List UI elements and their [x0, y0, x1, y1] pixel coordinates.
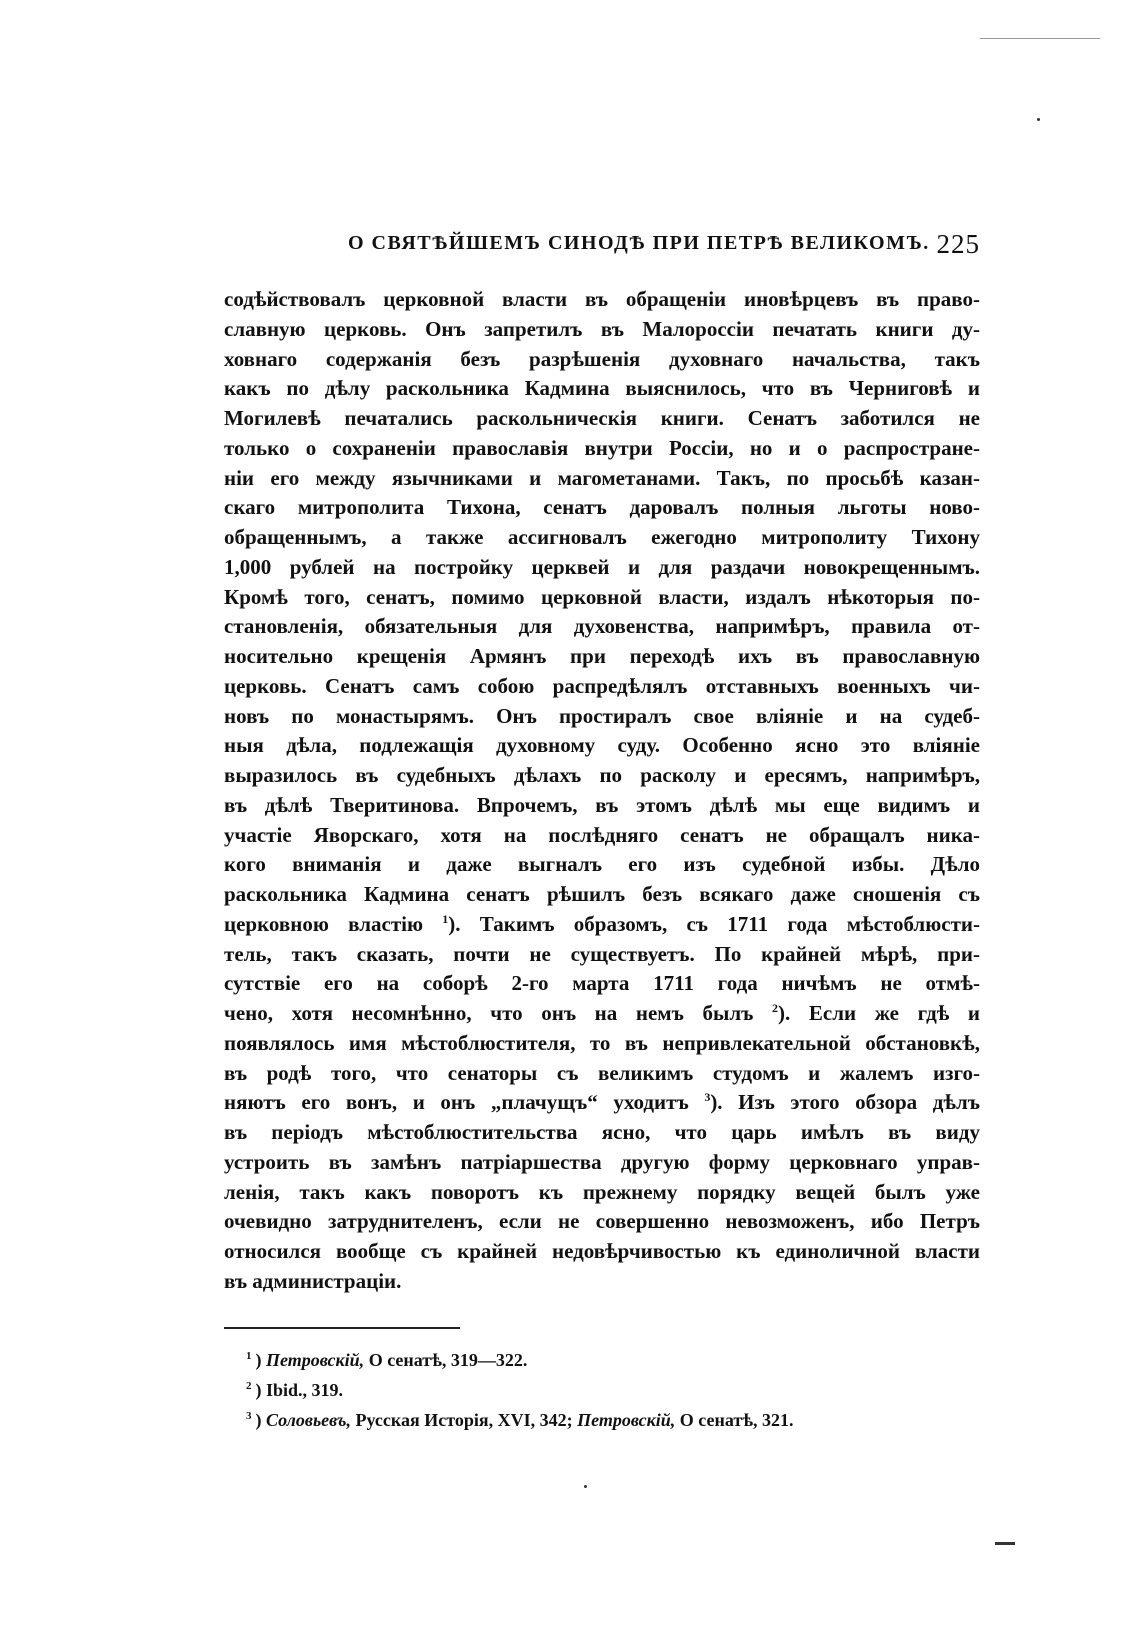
footnote-ref-2: 2 — [772, 1001, 779, 1015]
text-line: какъ по дѣлу раскольника Кадмина выяснилось, что въ Черниговѣ и — [224, 376, 980, 401]
text-line-last: въ администраціи. — [224, 1268, 402, 1293]
text-line: въ дѣлѣ Тверитинова. Впрочемъ, въ этомъ дѣлѣ мы еще видимъ и — [224, 792, 980, 817]
text-line: появлялось имя мѣстоблюстителя, то въ непривлекательной обстановкѣ, — [224, 1030, 980, 1055]
text-line: только о сохраненіи православія внутри Россіи, но и о распростране- — [224, 435, 980, 460]
footnote-1: $^1$ ) Петровскій, О сенатѣ, 319—322. — [246, 1350, 528, 1370]
running-title: О СВЯТѢЙШЕМЪ СИНОДѢ ПРИ ПЕТРѢ ВЕЛИКОМЪ. — [348, 232, 930, 254]
text-line: становленія, обязательныя для духовенства, напримѣръ, правила от- — [224, 614, 980, 639]
text-segment: ). Такимъ образомъ, съ 1711 года мѣстоблюсти- — [448, 911, 980, 936]
text-line: носительно крещенія Армянъ при переходѣ ихъ въ православную — [224, 644, 980, 668]
footnote-text: Русская Исторія, XVI, 342; — [350, 1410, 578, 1430]
text-line: выразилось въ судебныхъ дѣлахъ по расколу и ересямъ, напримѣръ, — [224, 763, 980, 787]
text-line: Кромѣ того, сенатъ, помимо церковной власти, издалъ нѣкоторыя по- — [224, 584, 980, 609]
footnote-mark: 2 — [246, 1380, 252, 1392]
footnote-text: О сенатѣ, 321. — [675, 1410, 794, 1430]
footnote-ref-3: 3 — [704, 1090, 711, 1105]
footnote-author: Петровскій, — [577, 1410, 676, 1430]
scan-mark — [995, 1542, 1015, 1545]
text-segment: чено, хотя несомнѣнно, что онъ на немъ былъ — [224, 1001, 754, 1025]
text-line: участіе Яворскаго, хотя на послѣдняго сенатъ не обращалъ ника- — [224, 822, 980, 847]
text-line: ленія, такъ какъ поворотъ къ прежнему порядку вещей былъ уже — [224, 1179, 980, 1204]
text-line: кого вниманія и даже выгналъ его изъ судебной избы. Дѣло — [224, 852, 980, 877]
text-line: скаго митрополита Тихона, сенатъ даровалъ полныя льготы ново- — [224, 495, 980, 520]
text-line: ніи его между язычниками и магометанами. Такъ, по просьбѣ казан- — [224, 465, 980, 490]
text-line: сутствіе его на соборѣ 2-го марта 1711 года ничѣмъ не отмѣ- — [224, 971, 980, 996]
text-line: Могилевѣ печатались раскольническія книги. Сенатъ заботился не — [224, 406, 980, 430]
text-line: славную церковь. Онъ запретилъ въ Малороссіи печатать книги ду- — [224, 316, 980, 341]
text-line: относился вообще съ крайней недовѣрчивостью къ единоличной власти — [224, 1239, 980, 1263]
footnote-author: Петровскій, — [266, 1350, 365, 1370]
text-line: новъ по монастырямъ. Онъ простиралъ свое вліяніе и на судеб- — [224, 703, 980, 728]
footnote-author: Соловьевъ, — [266, 1410, 351, 1430]
text-segment: церковною властію — [224, 911, 424, 936]
footnotes — [246, 1345, 980, 1435]
text-segment: няютъ его вонъ, и онъ „плачущъ“ уходитъ — [224, 1090, 689, 1115]
text-line: 1,000 рублей на постройку церквей и для раздачи новокрещеннымъ. — [224, 554, 980, 579]
text-segment: ). Если же гдѣ и — [778, 1001, 981, 1025]
footnote-text: О сенатѣ, 319—322. — [364, 1350, 528, 1370]
footnote-text: Ibid., 319. — [266, 1380, 344, 1400]
footnote-ref-1: 1 — [442, 911, 449, 926]
running-head — [224, 229, 980, 266]
footnote-mark: 1 — [246, 1350, 252, 1362]
text-line: обращеннымъ, а также ассигновалъ ежегодно митрополиту Тихону — [224, 525, 980, 549]
scan-speck — [1037, 118, 1040, 121]
text-line: въ періодъ мѣстоблюстительства ясно, что царь имѣлъ въ виду — [224, 1120, 980, 1144]
footnote-3: $^3$ ) Соловьевъ, Русская Исторія, XVI, 342; Петровскій, О сенатѣ, 321. — [246, 1410, 794, 1430]
scan-edge-rule — [980, 38, 1100, 39]
text-line: очевидно затруднителенъ, если не совершенно невозможенъ, ибо Петръ — [224, 1209, 980, 1234]
text-line-with-footnote-3 — [224, 1088, 980, 1118]
text-line: ныя дѣла, подлежащія духовному суду. Особенно ясно это вліяніе — [224, 733, 980, 758]
footnote-separator — [224, 1327, 460, 1329]
text-line: устроить въ замѣнъ патріаршества другую форму церковнаго управ- — [224, 1149, 980, 1174]
scan-speck — [584, 1485, 587, 1488]
page-number: 225 — [936, 229, 980, 259]
text-line: тель, такъ сказать, почти не существуетъ. По крайней мѣрѣ, при- — [224, 941, 980, 966]
text-line-with-footnote-1 — [224, 910, 980, 940]
text-line: ховнаго содержанія безъ разрѣшенія духовнаго начальства, такъ — [224, 346, 980, 371]
footnote-2: $^2$ ) Ibid., 319. — [246, 1380, 344, 1400]
text-line-with-footnote-2 — [224, 999, 980, 1029]
text-line: содѣйствовалъ церковной власти въ обращеніи иновѣрцевъ въ право- — [224, 287, 980, 311]
text-line: раскольника Кадмина сенатъ рѣшилъ безъ всякаго даже сношенія съ — [224, 882, 980, 906]
text-segment: ). Изъ этого обзора дѣлъ — [710, 1090, 980, 1115]
footnote-mark: 3 — [246, 1410, 252, 1422]
text-line: церковь. Сенатъ самъ собою распредѣлялъ отставныхъ военныхъ чи- — [224, 673, 980, 698]
body-text — [224, 285, 980, 1297]
text-line: въ родѣ того, что сенаторы съ великимъ студомъ и жалемъ изго- — [224, 1060, 980, 1085]
